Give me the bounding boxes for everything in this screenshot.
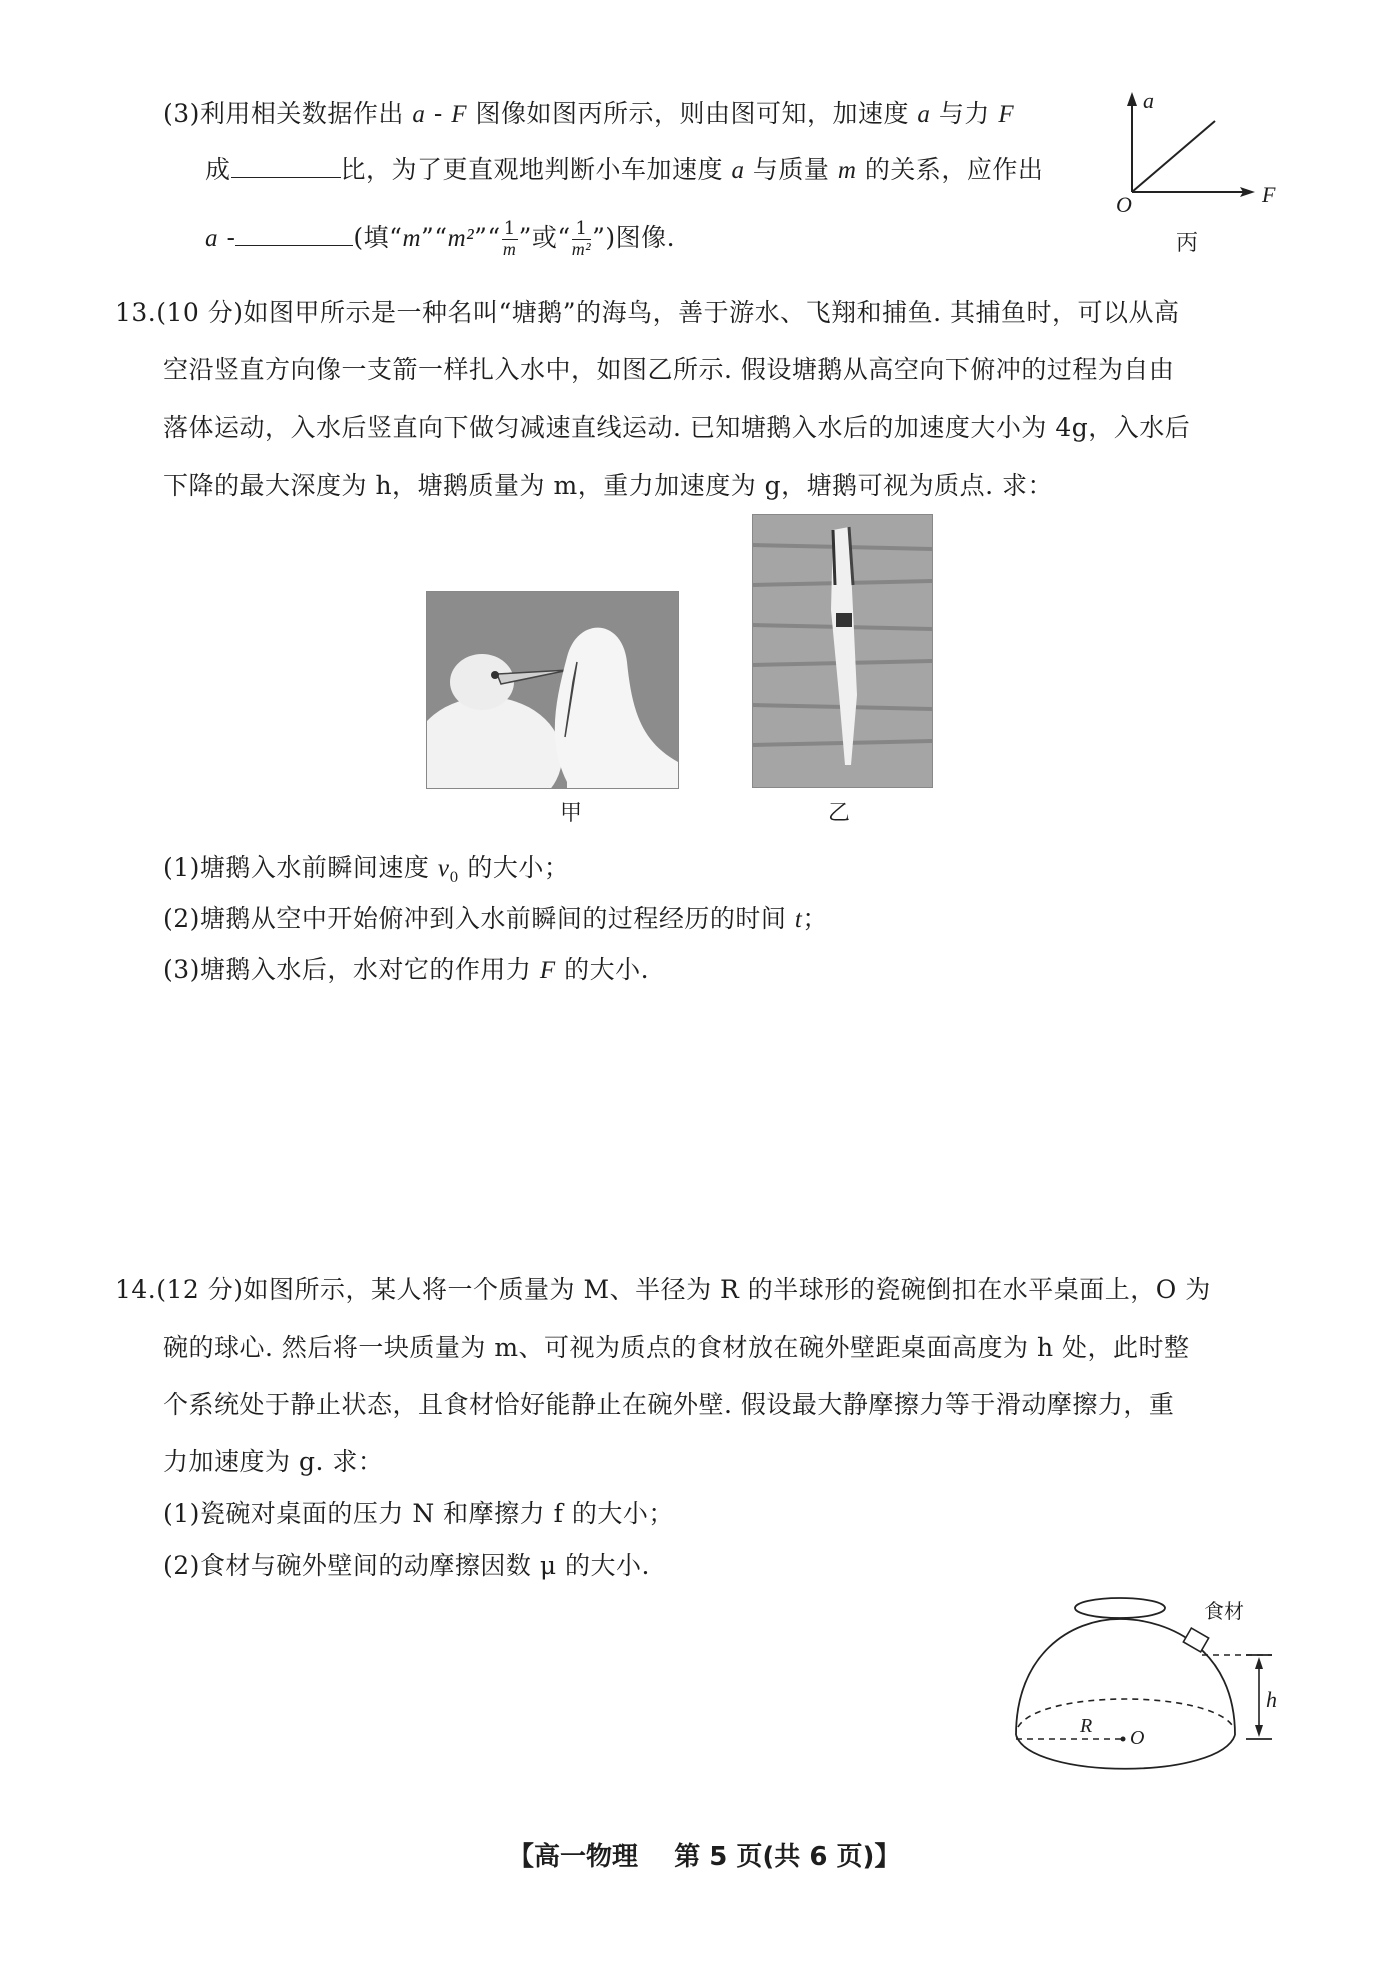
text: 的大小； [458, 853, 570, 882]
text: ； [802, 904, 828, 933]
photo-caption-yi: 乙 [828, 801, 851, 826]
text: 与质量 [744, 155, 838, 184]
math-var: m² [447, 225, 475, 252]
math-var: v [437, 855, 450, 882]
gannets-illustration [427, 592, 678, 788]
y-axis-label: a [1143, 88, 1154, 113]
text: (填“ [353, 223, 403, 252]
q14-line2: 碗的球心. 然后将一块质量为 m、可视为质点的食材放在碗外壁距桌面高度为 h 处，此时整 [163, 1333, 1190, 1362]
food-label: 食材 [1204, 1599, 1244, 1623]
q12-part3-line3 [205, 218, 675, 259]
frac-num: 1 [572, 220, 591, 240]
text: ”)图像. [592, 223, 676, 252]
frac-den: m [502, 239, 517, 259]
q12-part3-line2 [205, 150, 1043, 186]
photo-gannets-pair [426, 591, 679, 789]
q12-part3-line1 [163, 94, 1014, 130]
math-var: m [402, 225, 422, 252]
math-var: F [998, 101, 1015, 128]
q13-sub3 [163, 950, 649, 986]
text: (1)塘鹅入水前瞬间速度 [163, 853, 438, 882]
text: (2)塘鹅从空中开始俯冲到入水前瞬间的过程经历的时间 [163, 904, 795, 933]
text: ”或“ [518, 223, 571, 252]
answer-blank-1[interactable] [231, 155, 341, 178]
text: 成 [205, 155, 231, 184]
q14-line1: 14.(12 分)如图所示，某人将一个质量为 M、半径为 R 的半球形的瓷碗倒扣在水平桌面上，O 为 [115, 1275, 1211, 1304]
fraction-1-over-m [502, 220, 518, 259]
text: 与力 [930, 99, 999, 128]
figure-hemisphere-bowl [1010, 1595, 1300, 1770]
q14-sub2: (2)食材与碗外壁间的动摩擦因数 μ 的大小. [163, 1551, 651, 1580]
text: ”“ [421, 223, 448, 252]
text: (3)塘鹅入水后，水对它的作用力 [163, 955, 540, 984]
q14-line4: 力加速度为 g. 求： [163, 1447, 384, 1476]
q13-line1: 13.(10 分)如图甲所示是一种名叫“塘鹅”的海鸟，善于游水、飞翔和捕鱼. 其捕鱼时，可以从高 [115, 298, 1180, 327]
math-subscript: 0 [449, 870, 459, 886]
text: - [218, 223, 236, 252]
q13-line3: 落体运动，入水后竖直向下做匀减速直线运动. 已知塘鹅入水后的加速度大小为 4g，入水后 [163, 413, 1191, 442]
text: ”“ [474, 223, 501, 252]
math-var: t [794, 906, 803, 933]
math-var: F [451, 101, 467, 128]
text: 图像如图丙所示，则由图可知，加速度 [467, 99, 918, 128]
origin-label: O [1116, 192, 1132, 217]
center-label: O [1130, 1727, 1145, 1749]
height-label: h [1266, 1687, 1277, 1712]
bowl-diagram-svg [1010, 1595, 1300, 1770]
figure-a-f-graph [1110, 88, 1290, 258]
q13-line4: 下降的最大深度为 h，塘鹅质量为 m，重力加速度为 g，塘鹅可视为质点. 求： [163, 471, 1054, 500]
math-var: a [205, 225, 218, 252]
math-var: a [731, 157, 745, 184]
x-axis-label: F [1262, 182, 1276, 207]
text: 比，为了更直观地判断小车加速度 [340, 155, 732, 184]
diving-gannet-illustration [753, 515, 932, 787]
text: 的大小. [555, 955, 650, 984]
math-var: a [412, 101, 426, 128]
text: 的关系，应作出 [856, 155, 1044, 184]
q13-sub2 [163, 899, 828, 935]
radius-label: R [1080, 1715, 1093, 1737]
answer-blank-2[interactable] [235, 223, 353, 246]
photo-caption-jia: 甲 [560, 801, 583, 826]
figure-caption: 丙 [1176, 231, 1199, 256]
frac-den: m² [571, 239, 592, 259]
q13-sub1 [163, 848, 569, 886]
page-footer: 【高一物理 第 5 页(共 6 页)】 [508, 1842, 901, 1872]
text: - [425, 99, 452, 128]
a-f-graph-svg [1110, 88, 1290, 258]
math-var: F [539, 957, 556, 984]
math-var: m [837, 157, 857, 184]
math-var: a [917, 101, 931, 128]
frac-num: 1 [503, 218, 516, 240]
q13-line2: 空沿竖直方向像一支箭一样扎入水中，如图乙所示. 假设塘鹅从高空向下俯冲的过程为自由 [163, 355, 1175, 384]
text: (3)利用相关数据作出 [163, 99, 413, 128]
q14-line3: 个系统处于静止状态，且食材恰好能静止在碗外壁. 假设最大静摩擦力等于滑动摩擦力，重 [163, 1390, 1175, 1419]
photo-gannet-diving [752, 514, 933, 788]
q14-sub1: (1)瓷碗对桌面的压力 N 和摩擦力 f 的大小； [163, 1499, 674, 1528]
fraction-1-over-m2 [572, 220, 591, 259]
